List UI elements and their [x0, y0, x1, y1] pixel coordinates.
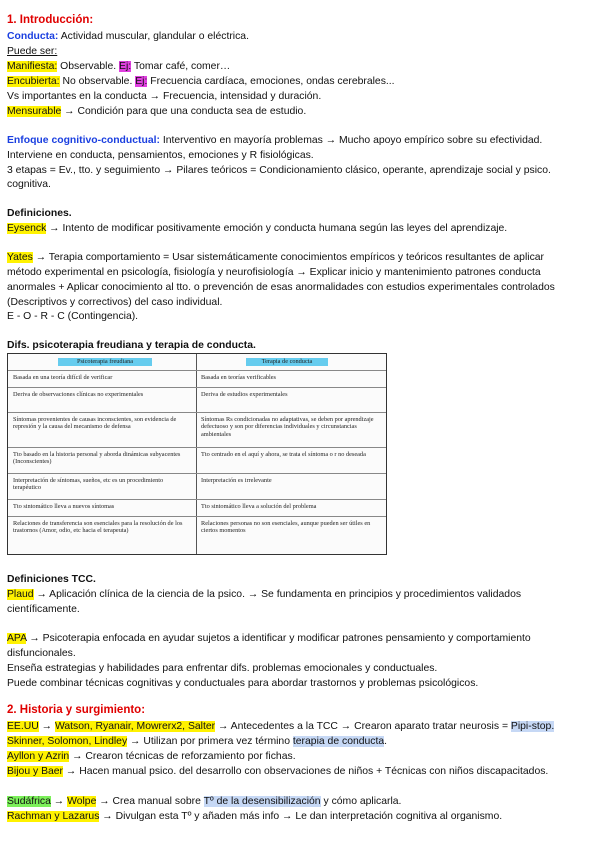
bijou-label: Bijou y Baer	[7, 766, 64, 777]
skinner-label: Skinner, Solomon, Lindley	[7, 736, 128, 747]
rachman-label: Rachman y Lazarus	[7, 811, 100, 822]
table-cell: Tto centrado en el aquí y ahora, se trata el síntoma o r no deseada	[201, 451, 366, 458]
encubierta-text: No observable.	[59, 76, 136, 87]
difs-title: Difs. psicoterapia freudiana y terapia de conducta.	[7, 340, 256, 351]
etapas-line-1: 3 etapas = Ev., tto. y seguimiento → Pilares teóricos = Condicionamiento clásico, operante, aprendizaje social y psico.	[7, 165, 551, 176]
enfoque-text: Interventivo en mayoría problemas → Mucho apoyo empírico sobre su efectividad.	[159, 135, 543, 146]
encubierta-line	[7, 75, 395, 88]
eeuu-text: → Antecedentes a la TCC → Crearon aparato tratar neurosis =	[215, 721, 511, 732]
table-cell: Tto basado en la historia personal y aborda dinámicas subyacentes (Inconscientes)	[13, 451, 181, 466]
table-header-freudiana: Psicoterapia freudiana	[58, 358, 152, 366]
eysenck-text: → Intento de modificar positivamente emoción y conducta humana según las leyes del aprendizaje.	[46, 223, 508, 234]
interviene-line: Interviene en conducta, pensamientos, emociones y R fisiológicas.	[7, 150, 314, 161]
manifiesta-line	[7, 60, 230, 73]
yates-line-3: anormales + Aplicar conocimiento al tto. o prevención de esas anormalidades con estudios experimentales controlados	[7, 282, 555, 293]
plaud-line-2: científicamente.	[7, 604, 80, 615]
table-divider	[196, 354, 197, 554]
arrow: →	[38, 721, 55, 732]
ej-badge: Ej:	[135, 76, 148, 87]
wolpe-label: Wolpe	[67, 796, 97, 807]
conducta-term: Conducta:	[7, 31, 59, 42]
watson-label: Watson, Ryanair, Mowrerx2, Salter	[54, 721, 216, 732]
mensurable-text: → Condición para que una conducta sea de estudio.	[61, 106, 307, 117]
section-title-historia: 2. Historia y surgimiento:	[7, 704, 146, 716]
sudafrica-label: Sudáfrica	[7, 796, 51, 807]
table-cell: Deriva de estudios experimentales	[201, 391, 288, 398]
table-cell: Relaciones de transferencia son esenciales para la resolución de los trastornos (Amor, odio, etc hacia el terapeuta)	[13, 520, 183, 535]
table-row	[8, 447, 386, 448]
apa-text-1: → Psicoterapia enfocada en ayudar sujetos a identificar y modificar patrones pensamiento y comportamiento	[26, 633, 531, 644]
vs-line: Vs importantes en la conducta → Frecuencia, intensidad y duración.	[7, 91, 322, 102]
yates-text-1: → Terapia comportamiento = Usar sistemáticamente conocimientos empíricos y teóricos resultantes de aplicar	[32, 252, 545, 263]
apa-label: APA	[7, 633, 27, 644]
conducta-def: Actividad muscular, glandular o eléctrica.	[58, 31, 249, 42]
enfoque-term: Enfoque cognitivo-conductual:	[7, 135, 160, 146]
mensurable-line	[7, 105, 306, 118]
table-row	[8, 516, 386, 517]
encubierta-label: Encubierta:	[7, 76, 60, 87]
enfoque-line	[7, 134, 542, 147]
rachman-line	[7, 810, 502, 823]
table-cell: Síntomas Rs condicionadas no adaptativas, se deben por aprendizaje defectuoso y son por diferencias individuales y circunstancias ambientales	[201, 416, 374, 438]
pipi-stop: Pipi-stop.	[510, 721, 555, 732]
plaud-label: Plaud	[7, 589, 34, 600]
encubierta-example: Frecuencia cardíaca, emociones, ondas cerebrales...	[147, 76, 395, 87]
table-cell: Basada en una teoría difícil de verificar	[13, 374, 113, 381]
bijou-text: → Hacen manual psico. del desarrollo con observaciones de niños + Técnicas con niños discapacitados.	[63, 766, 549, 777]
desensibilizacion: Tº de la desensibilización	[203, 796, 321, 807]
definiciones-title: Definiciones.	[7, 208, 72, 219]
eeuu-line	[7, 720, 554, 733]
skinner-line	[7, 735, 387, 748]
terapia-conducta: terapia de conducta	[292, 736, 385, 747]
yates-line-1	[7, 251, 544, 264]
skinner-text: → Utilizan por primera vez término	[127, 736, 293, 747]
eysenck-line	[7, 222, 507, 235]
apa-line-1	[7, 632, 531, 645]
ej-badge: Ej:	[119, 61, 132, 72]
ayllon-line	[7, 750, 296, 763]
table-row	[8, 473, 386, 474]
ayllon-text: → Crearon técnicas de reforzamiento por fichas.	[69, 751, 296, 762]
puede-ser: Puede ser:	[7, 46, 58, 57]
yates-line-2: método experimental en psicología, fisiología y neurofisiología → Explicar inicio y mantenimiento patrones conducta	[7, 267, 541, 278]
table-row	[8, 370, 386, 371]
table-cell: Interpretación de síntomas, sueños, etc es un procedimiento terapéutico	[13, 477, 164, 492]
table-cell: Tto sintomático lleva a solución del problema	[201, 503, 317, 510]
section-title-introduccion: 1. Introducción:	[7, 14, 94, 26]
period: .	[384, 736, 388, 747]
table-row	[8, 387, 386, 388]
table-cell: Síntomas provenientes de causas inconscientes, son evidencia de represión y la causa del mecanismo de defensa	[13, 416, 177, 431]
eorc-line: E - O - R - C (Contingencia).	[7, 311, 139, 322]
apa-line-3: Enseña estrategias y habilidades para enfrentar difs. problemas emocionales y conductuales.	[7, 663, 438, 674]
table-header-conducta: Terapia de conducta	[246, 358, 328, 366]
eeuu-label: EE.UU	[7, 721, 39, 732]
table-cell: Relaciones personas no son esenciales, aunque pueden ser útiles en ciertos momentos	[201, 520, 371, 535]
rachman-text: → Divulgan esta Tº y añaden más info → Le dan interpretación cognitiva al organismo.	[99, 811, 503, 822]
table-cell: Deriva de observaciones clínicas no experimentales	[13, 391, 144, 398]
table-cell: Tto sintomático lleva a nuevos síntomas	[13, 503, 115, 510]
eysenck-label: Eysenck	[7, 223, 47, 234]
comparison-table	[7, 353, 387, 555]
yates-label: Yates	[7, 252, 33, 263]
mensurable-label: Mensurable	[7, 106, 62, 117]
apa-line-4: Puede combinar técnicas cognitivas y conductuales para abordar trastornos y problemas psicológicos.	[7, 678, 479, 689]
wolpe-end: y cómo aplicarla.	[320, 796, 402, 807]
manifiesta-example: Tomar café, comer…	[131, 61, 231, 72]
arrow: →	[50, 796, 68, 807]
table-cell: Interpretación es irrelevante	[201, 477, 272, 484]
conducta-line	[7, 30, 249, 43]
sudafrica-line	[7, 795, 401, 808]
etapas-line-2: cognitiva.	[7, 179, 51, 190]
plaud-line-1	[7, 588, 521, 601]
table-row	[8, 412, 386, 413]
yates-line-4: (Descriptivos y correctivos) del caso individual.	[7, 297, 223, 308]
table-cell: Basada en teorías verificables	[201, 374, 277, 381]
manifiesta-text: Observable.	[57, 61, 120, 72]
tcc-title: Definiciones TCC.	[7, 574, 96, 585]
bijou-line	[7, 765, 548, 778]
table-row	[8, 499, 386, 500]
manifiesta-label: Manifiesta:	[7, 61, 58, 72]
wolpe-text: → Crea manual sobre	[96, 796, 204, 807]
ayllon-label: Ayllon y Azrin	[7, 751, 70, 762]
apa-line-2: disfuncionales.	[7, 648, 76, 659]
plaud-text-1: → Aplicación clínica de la ciencia de la psico. → Se fundamenta en principios y procedimientos validados	[33, 589, 522, 600]
